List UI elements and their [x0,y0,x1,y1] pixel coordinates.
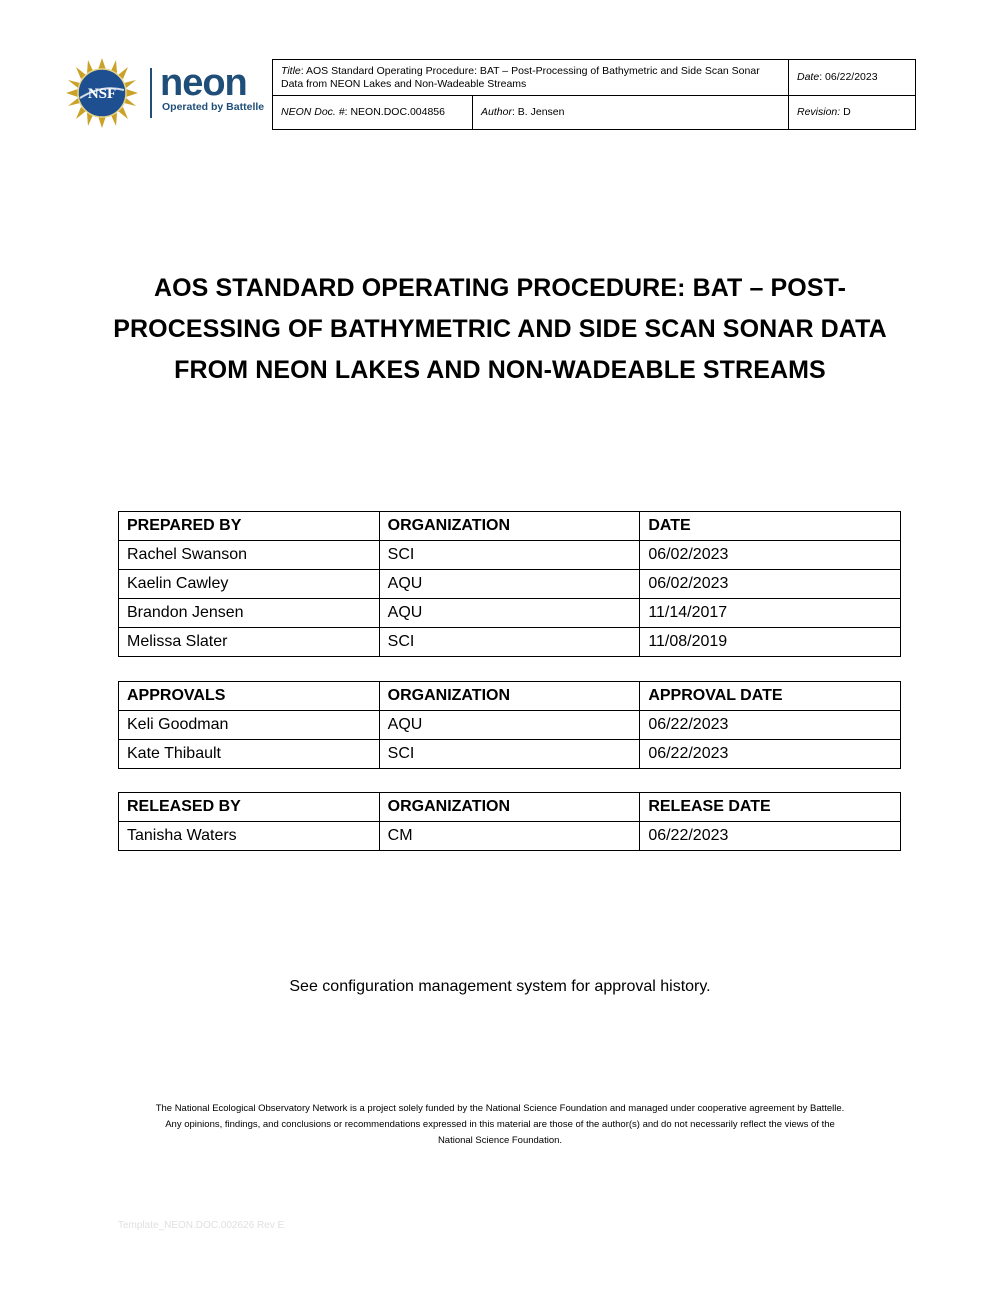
header-author-cell [473,96,789,130]
configuration-note: See configuration management system for approval history. [289,978,711,995]
nsf-seal-icon [66,58,138,128]
header-revision-cell [789,96,916,130]
table-row [119,740,901,769]
name-cell: Kate Thibault [119,740,380,769]
organization-cell: AQU [379,711,640,740]
name-cell: Rachel Swanson [119,541,380,570]
table-row [119,599,901,628]
organization-cell: CM [379,822,640,851]
document-header-table [272,59,916,130]
date-label: Date [797,71,820,83]
date-cell: 06/22/2023 [640,740,901,769]
approvals-table [118,681,901,769]
neon-wordmark-text: neon [160,62,247,102]
document-title [110,268,890,391]
released-by-table [118,792,901,851]
disclaimer-line-3: National Science Foundation. [437,1135,563,1146]
title-label: Title [281,64,301,77]
table-header-row [119,793,901,822]
author-value: : B. Jensen [511,106,565,118]
template-footer: Template_NEON.DOC.002626 Rev E [118,1220,285,1231]
column-header: RELEASE DATE [640,793,901,822]
date-cell: 11/14/2017 [640,599,901,628]
author-label: Author [481,106,512,118]
revision-label: Revision: [797,106,841,118]
operated-by-battelle: Operated by Battelle [162,101,265,113]
name-cell: Melissa Slater [119,628,380,657]
name-cell: Brandon Jensen [119,599,380,628]
organization-cell: SCI [379,740,640,769]
date-cell: 06/02/2023 [640,541,901,570]
title-line-1: AOS STANDARD OPERATING PROCEDURE: BAT – POST- [153,274,847,302]
table-row [119,628,901,657]
name-cell: Kaelin Cawley [119,570,380,599]
prepared-by-table [118,511,901,657]
column-header: PREPARED BY [119,512,380,541]
column-header: ORGANIZATION [379,512,640,541]
table-header-row [119,512,901,541]
date-cell: 06/22/2023 [640,822,901,851]
name-cell: Keli Goodman [119,711,380,740]
table-row [119,541,901,570]
table-row [119,822,901,851]
table-row [119,711,901,740]
name-cell: Tanisha Waters [119,822,380,851]
logo-divider [150,68,152,118]
title-line-2: PROCESSING OF BATHYMETRIC AND SIDE SCAN SONAR DATA [113,315,887,343]
doc-number-value: : NEON.DOC.004856 [344,106,445,118]
organization-cell: AQU [379,570,640,599]
table-row [119,570,901,599]
date-value: : 06/22/2023 [819,71,878,83]
nsf-seal-text: NSF [87,86,117,102]
date-cell: 11/08/2019 [640,628,901,657]
organization-cell: SCI [379,541,640,570]
table-header-row [119,682,901,711]
funding-disclaimer [110,1101,890,1149]
organization-cell: SCI [379,628,640,657]
neon-logo [66,58,270,128]
title-value: : AOS Standard Operating Procedure: BAT – Post-Processing of Bathymetric and Side Scan Sonar Data from NEON Lakes and Non-Wadeable Streams [281,64,760,90]
column-header: DATE [640,512,901,541]
header-title-cell [273,60,789,96]
column-header: ORGANIZATION [379,682,640,711]
disclaimer-line-2: Any opinions, findings, and conclusions or recommendations expressed in this material are those of the author(s) and do not necessarily reflect the views of the [165,1119,835,1130]
column-header: APPROVALS [119,682,380,711]
column-header: ORGANIZATION [379,793,640,822]
revision-value: D [840,106,851,118]
disclaimer-line-1: The National Ecological Observatory Network is a project solely funded by the National Science Foundation and managed under cooperative agreement by Battelle. [155,1103,845,1114]
date-cell: 06/22/2023 [640,711,901,740]
title-line-3: FROM NEON LAKES AND NON-WADEABLE STREAMS [174,356,826,384]
organization-cell: AQU [379,599,640,628]
doc-number-label: NEON Doc. # [281,106,345,118]
header-date-cell [789,60,916,96]
header-doc-cell [273,96,473,130]
column-header: RELEASED BY [119,793,380,822]
neon-wordmark [158,62,270,102]
column-header: APPROVAL DATE [640,682,901,711]
date-cell: 06/02/2023 [640,570,901,599]
